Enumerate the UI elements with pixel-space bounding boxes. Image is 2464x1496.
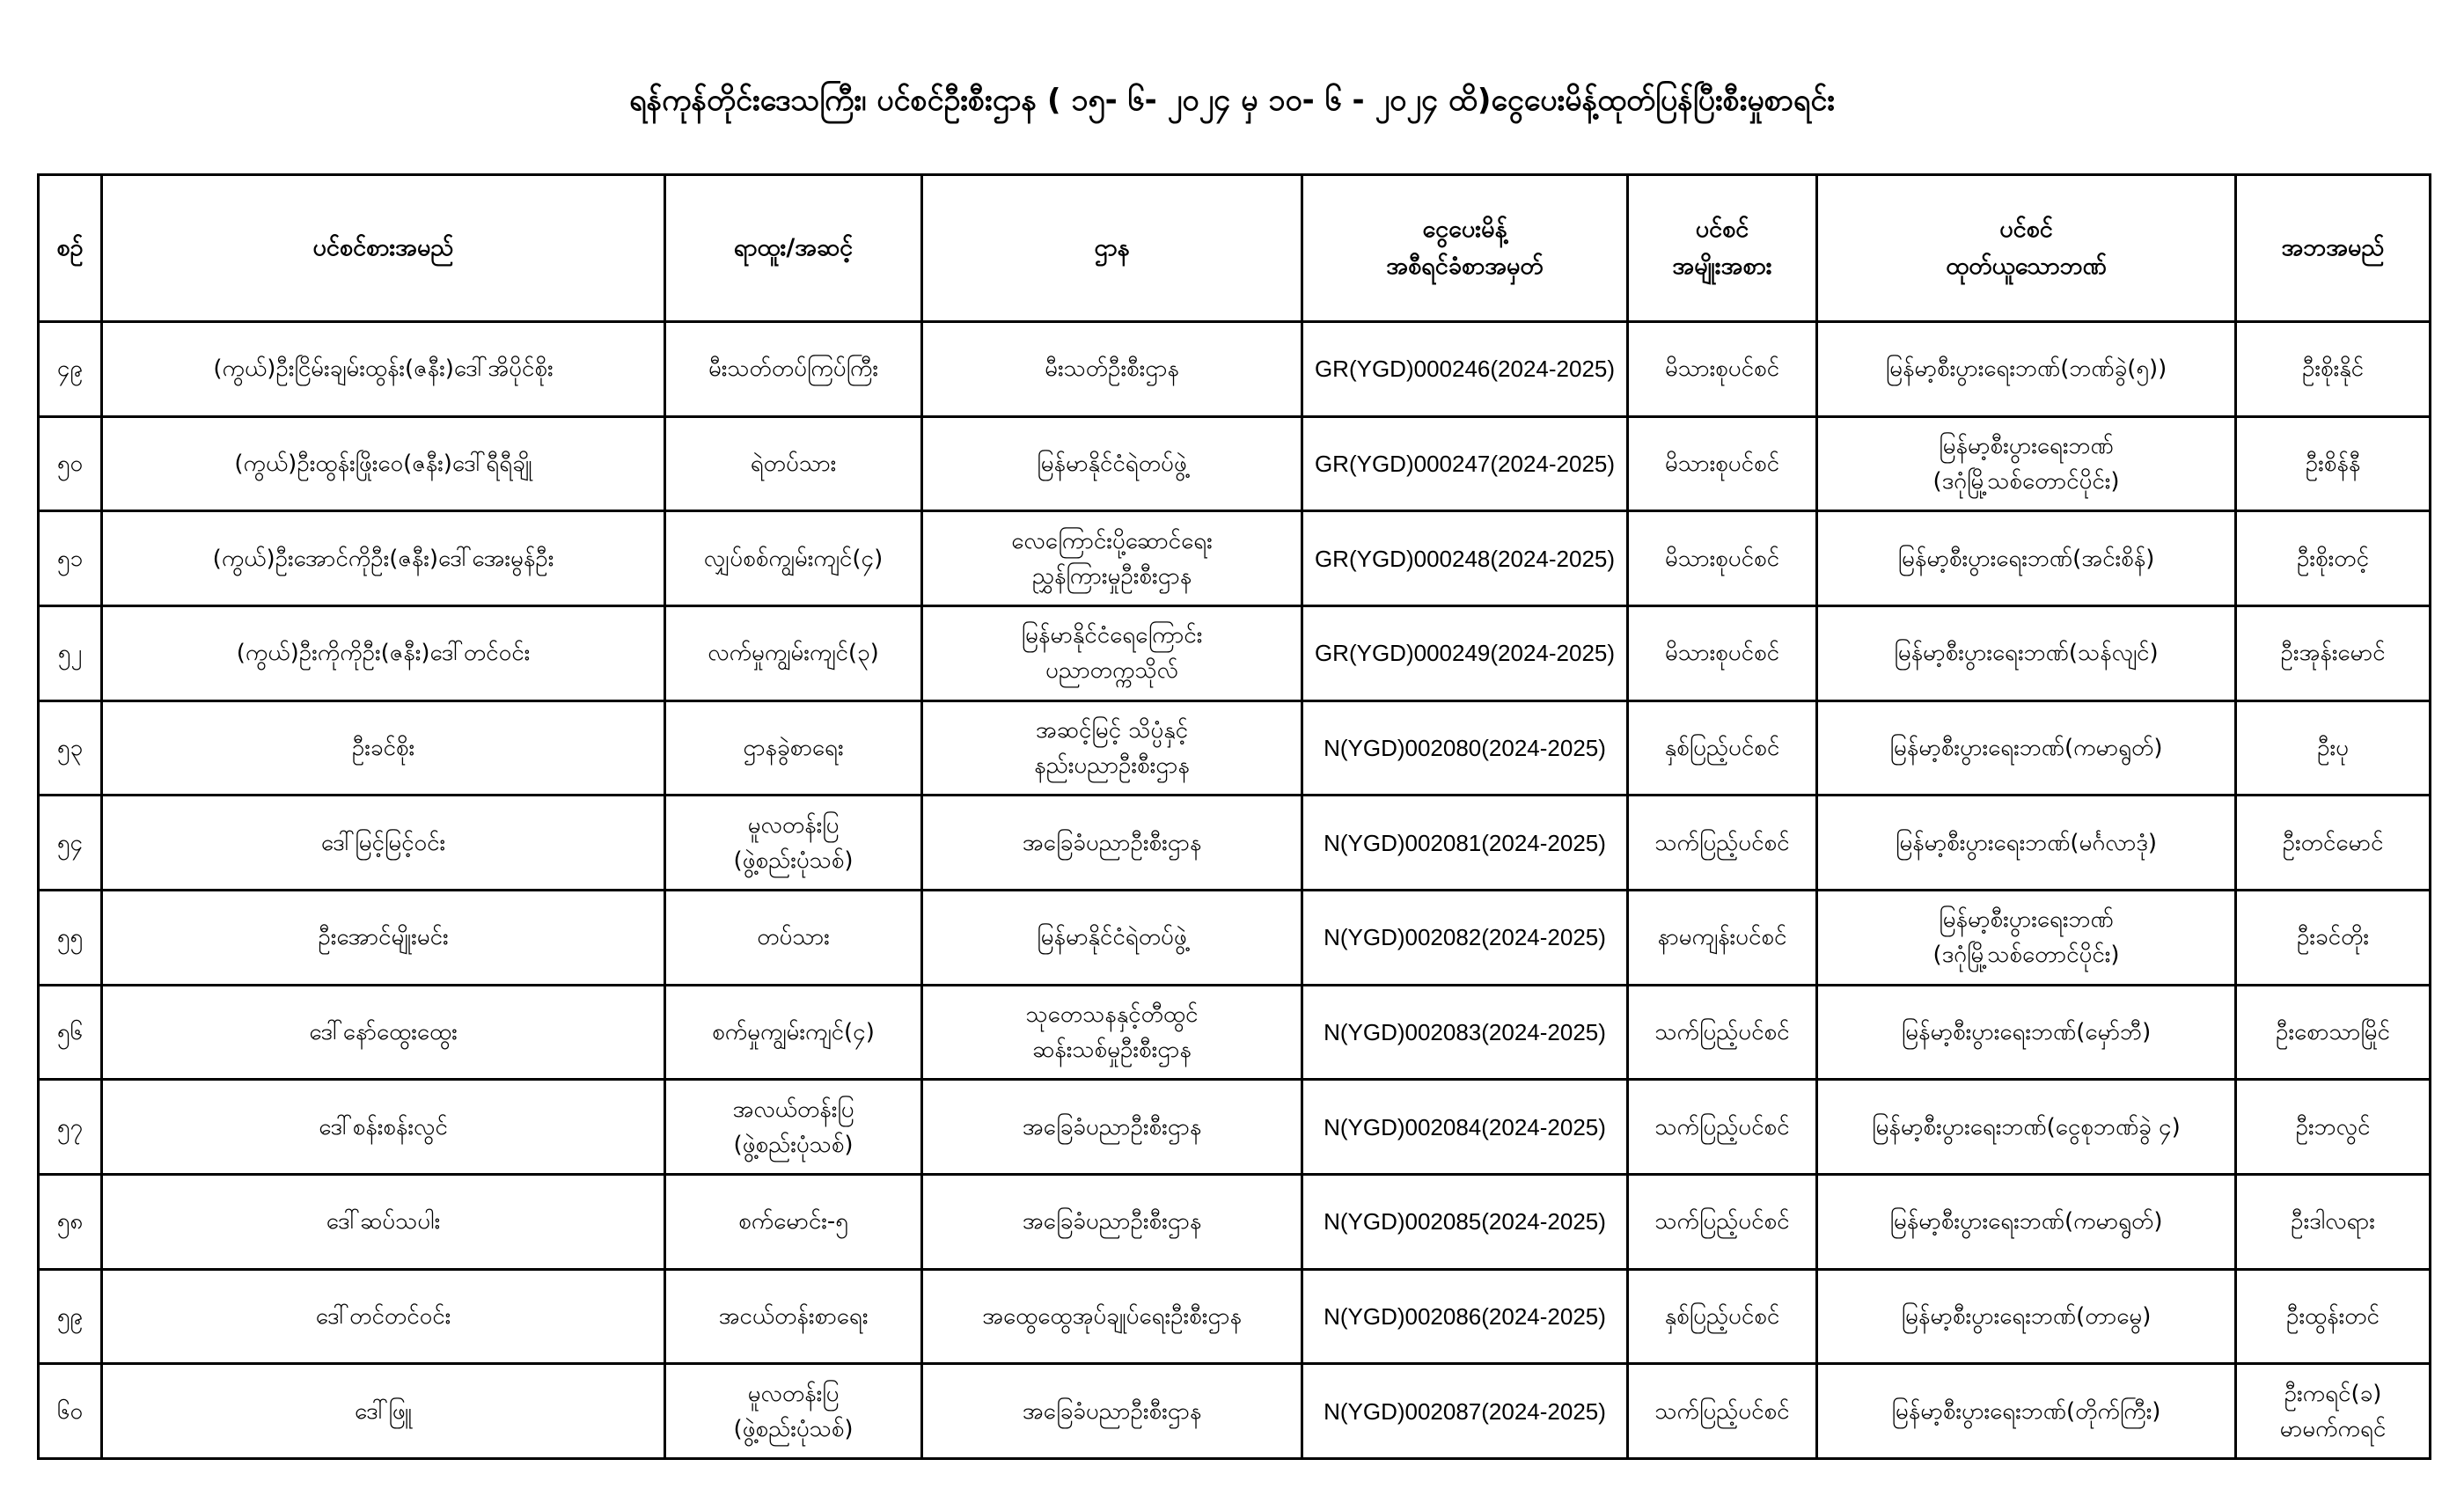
cell-no: ၅၄	[39, 796, 102, 891]
cell-rank: မူလတန်းပြ (ဖွဲ့စည်းပုံသစ်)	[665, 1364, 922, 1459]
table-row	[39, 322, 2431, 417]
cell-rank: မူလတန်းပြ (ဖွဲ့စည်းပုံသစ်)	[665, 796, 922, 891]
cell-father-name: ဦးစိုးတင့်	[2236, 511, 2431, 606]
cell-bank: မြန်မာ့စီးပွားရေးဘဏ် (ဒဂုံမြို့သစ်တောင်ပိုင်း)	[1817, 416, 2236, 511]
cell-report-number: N(YGD)002083(2024-2025)	[1302, 985, 1628, 1080]
cell-department: အထွေထွေအုပ်ချုပ်ရေးဦးစီးဌာန	[922, 1269, 1302, 1364]
table-row	[39, 700, 2431, 796]
cell-pensioner-name: ဒေါ်တင်တင်ဝင်း	[102, 1269, 665, 1364]
cell-no: ၅၃	[39, 700, 102, 796]
cell-department: မြန်မာနိုင်ငံရေကြောင်း ပညာတက္ကသိုလ်	[922, 605, 1302, 700]
cell-pensioner-name: ဒေါ်နော်ထွေးထွေး	[102, 985, 665, 1080]
cell-father-name: ဦးစိုးနိုင်	[2236, 322, 2431, 417]
cell-bank: မြန်မာ့စီးပွားရေးဘဏ်(မင်္ဂလာဒုံ)	[1817, 796, 2236, 891]
table-row	[39, 511, 2431, 606]
cell-pension-type: သက်ပြည့်ပင်စင်	[1628, 796, 1817, 891]
col-header-father-name: အဘအမည်	[2236, 175, 2431, 322]
cell-pension-type: မိသားစုပင်စင်	[1628, 416, 1817, 511]
cell-department: အခြေခံပညာဦးစီးဌာန	[922, 1080, 1302, 1175]
table-row	[39, 985, 2431, 1080]
cell-pension-type: နှစ်ပြည့်ပင်စင်	[1628, 700, 1817, 796]
cell-report-number: GR(YGD)000248(2024-2025)	[1302, 511, 1628, 606]
cell-bank: မြန်မာ့စီးပွားရေးဘဏ်(ကမာရွတ်)	[1817, 700, 2236, 796]
cell-department: မြန်မာနိုင်ငံရဲတပ်ဖွဲ့	[922, 890, 1302, 985]
cell-rank: စက်မောင်း-၅	[665, 1174, 922, 1269]
col-header-pensioner-name: ပင်စင်စားအမည်	[102, 175, 665, 322]
cell-pensioner-name: (ကွယ်)ဦးထွန်းဖြိုးဝေ(ဇနီး)ဒေါ်ရီရီချို	[102, 416, 665, 511]
table-row	[39, 1364, 2431, 1459]
cell-pensioner-name: ဦးအောင်မျိုးမင်း	[102, 890, 665, 985]
cell-no: ၅၇	[39, 1080, 102, 1175]
cell-pensioner-name: ဒေါ်စန်းစန်းလွင်	[102, 1080, 665, 1175]
cell-report-number: N(YGD)002084(2024-2025)	[1302, 1080, 1628, 1175]
cell-report-number: N(YGD)002086(2024-2025)	[1302, 1269, 1628, 1364]
cell-pension-type: သက်ပြည့်ပင်စင်	[1628, 1174, 1817, 1269]
cell-pensioner-name: (ကွယ်)ဦးအောင်ကိုဦး(ဇနီး)ဒေါ်အေးမွန်ဦး	[102, 511, 665, 606]
cell-department: သုတေသနနှင့်တီထွင် ဆန်းသစ်မှုဦးစီးဌာန	[922, 985, 1302, 1080]
cell-pension-type: သက်ပြည့်ပင်စင်	[1628, 1364, 1817, 1459]
table-row	[39, 1269, 2431, 1364]
table-header-row	[39, 175, 2431, 322]
cell-report-number: N(YGD)002082(2024-2025)	[1302, 890, 1628, 985]
cell-bank: မြန်မာ့စီးပွားရေးဘဏ်(ဘဏ်ခွဲ(၅))	[1817, 322, 2236, 417]
cell-report-number: GR(YGD)000247(2024-2025)	[1302, 416, 1628, 511]
cell-pensioner-name: (ကွယ်)ဦးငြိမ်းချမ်းထွန်း(ဇနီး)ဒေါ်အိပိုင်စိုး	[102, 322, 665, 417]
cell-pension-type: သက်ပြည့်ပင်စင်	[1628, 985, 1817, 1080]
cell-bank: မြန်မာ့စီးပွားရေးဘဏ်(ငွေစုဘဏ်ခွဲ ၄)	[1817, 1080, 2236, 1175]
col-header-pension-type: ပင်စင် အမျိုးအစား	[1628, 175, 1817, 322]
cell-pension-type: မိသားစုပင်စင်	[1628, 605, 1817, 700]
document-title: ရန်ကုန်တိုင်းဒေသကြီး၊ ပင်စင်ဦးစီးဌာန ( ၁၅- ၆- ၂၀၂၄ မှ ၁၀- ၆ - ၂၀၂၄ ထိ)ငွေပေးမိန့်ထုတ်ပြန်ပြီးစီးမှုစာရင်း	[629, 83, 1835, 118]
col-header-department: ဌာန	[922, 175, 1302, 322]
cell-no: ၅၉	[39, 1269, 102, 1364]
cell-pensioner-name: ဒေါ်ဆပ်သပါး	[102, 1174, 665, 1269]
cell-department: လေကြောင်းပို့ဆောင်ရေး ညွှန်ကြားမှုဦးစီးဌာန	[922, 511, 1302, 606]
cell-father-name: ဦးကရင်(ခ) မာမက်ကရင်	[2236, 1364, 2431, 1459]
cell-father-name: ဦးတင်မောင်	[2236, 796, 2431, 891]
cell-rank: ရဲတပ်သား	[665, 416, 922, 511]
table-row	[39, 890, 2431, 985]
cell-department: အခြေခံပညာဦးစီးဌာန	[922, 1174, 1302, 1269]
cell-bank: မြန်မာ့စီးပွားရေးဘဏ်(တာမွေ)	[1817, 1269, 2236, 1364]
cell-no: ၅၅	[39, 890, 102, 985]
cell-no: ၅၀	[39, 416, 102, 511]
cell-no: ၄၉	[39, 322, 102, 417]
cell-rank: အလယ်တန်းပြ (ဖွဲ့စည်းပုံသစ်)	[665, 1080, 922, 1175]
cell-pensioner-name: ဒေါ်ဖြူ	[102, 1364, 665, 1459]
pension-table	[37, 173, 2431, 1460]
cell-no: ၅၈	[39, 1174, 102, 1269]
cell-bank: မြန်မာ့စီးပွားရေးဘဏ်(တိုက်ကြီး)	[1817, 1364, 2236, 1459]
cell-report-number: N(YGD)002081(2024-2025)	[1302, 796, 1628, 891]
cell-rank: မီးသတ်တပ်ကြပ်ကြီး	[665, 322, 922, 417]
cell-pension-type: မိသားစုပင်စင်	[1628, 511, 1817, 606]
cell-department: အခြေခံပညာဦးစီးဌာန	[922, 796, 1302, 891]
col-header-rank: ရာထူး/အဆင့်	[665, 175, 922, 322]
cell-father-name: ဦးစောသာမြိုင်	[2236, 985, 2431, 1080]
table-row	[39, 1080, 2431, 1175]
cell-father-name: ဦးစိန်နီ	[2236, 416, 2431, 511]
cell-father-name: ဦးထွန်းတင်	[2236, 1269, 2431, 1364]
cell-bank: မြန်မာ့စီးပွားရေးဘဏ်(အင်းစိန်)	[1817, 511, 2236, 606]
cell-pensioner-name: ဦးခင်စိုး	[102, 700, 665, 796]
cell-rank: အငယ်တန်းစာရေး	[665, 1269, 922, 1364]
cell-father-name: ဦးပု	[2236, 700, 2431, 796]
table-row	[39, 605, 2431, 700]
cell-bank: မြန်မာ့စီးပွားရေးဘဏ်(ကမာရွတ်)	[1817, 1174, 2236, 1269]
cell-bank: မြန်မာ့စီးပွားရေးဘဏ်(သန်လျင်)	[1817, 605, 2236, 700]
cell-pension-type: သက်ပြည့်ပင်စင်	[1628, 1080, 1817, 1175]
cell-pensioner-name: ဒေါ်မြင့်မြင့်ဝင်း	[102, 796, 665, 891]
cell-no: ၅၁	[39, 511, 102, 606]
table-body	[39, 322, 2431, 1459]
cell-bank: မြန်မာ့စီးပွားရေးဘဏ်(မှော်ဘီ)	[1817, 985, 2236, 1080]
table-row	[39, 796, 2431, 891]
cell-report-number: N(YGD)002085(2024-2025)	[1302, 1174, 1628, 1269]
cell-pension-type: မိသားစုပင်စင်	[1628, 322, 1817, 417]
table-row	[39, 1174, 2431, 1269]
cell-father-name: ဦးခင်တိုး	[2236, 890, 2431, 985]
cell-rank: ဌာနခွဲစာရေး	[665, 700, 922, 796]
col-header-no: စဉ်	[39, 175, 102, 322]
cell-report-number: GR(YGD)000246(2024-2025)	[1302, 322, 1628, 417]
cell-bank: မြန်မာ့စီးပွားရေးဘဏ် (ဒဂုံမြို့သစ်တောင်ပိုင်း)	[1817, 890, 2236, 985]
cell-pension-type: နှစ်ပြည့်ပင်စင်	[1628, 1269, 1817, 1364]
cell-report-number: GR(YGD)000249(2024-2025)	[1302, 605, 1628, 700]
cell-father-name: ဦးအုန်းမောင်	[2236, 605, 2431, 700]
cell-father-name: ဦးဒါလရား	[2236, 1174, 2431, 1269]
cell-department: မီးသတ်ဦးစီးဌာန	[922, 322, 1302, 417]
cell-rank: စက်မှုကျွမ်းကျင်(၄)	[665, 985, 922, 1080]
cell-report-number: N(YGD)002080(2024-2025)	[1302, 700, 1628, 796]
cell-pension-type: နာမကျန်းပင်စင်	[1628, 890, 1817, 985]
cell-department: အခြေခံပညာဦးစီးဌာန	[922, 1364, 1302, 1459]
cell-department: မြန်မာနိုင်ငံရဲတပ်ဖွဲ့	[922, 416, 1302, 511]
cell-no: ၅၂	[39, 605, 102, 700]
cell-rank: တပ်သား	[665, 890, 922, 985]
cell-report-number: N(YGD)002087(2024-2025)	[1302, 1364, 1628, 1459]
cell-no: ၅၆	[39, 985, 102, 1080]
cell-rank: လျှပ်စစ်ကျွမ်းကျင်(၄)	[665, 511, 922, 606]
table-row	[39, 416, 2431, 511]
cell-pensioner-name: (ကွယ်)ဦးကိုကိုဦး(ဇနီး)ဒေါ်တင်ဝင်း	[102, 605, 665, 700]
col-header-bank: ပင်စင် ထုတ်ယူသောဘဏ်	[1817, 175, 2236, 322]
cell-father-name: ဦးဘလွင်	[2236, 1080, 2431, 1175]
cell-department: အဆင့်မြင့် သိပ္ပံနှင့် နည်းပညာဦးစီးဌာန	[922, 700, 1302, 796]
cell-no: ၆၀	[39, 1364, 102, 1459]
cell-rank: လက်မှုကျွမ်းကျင်(၃)	[665, 605, 922, 700]
col-header-report-number: ငွေပေးမိန့် အစီရင်ခံစာအမှတ်	[1302, 175, 1628, 322]
